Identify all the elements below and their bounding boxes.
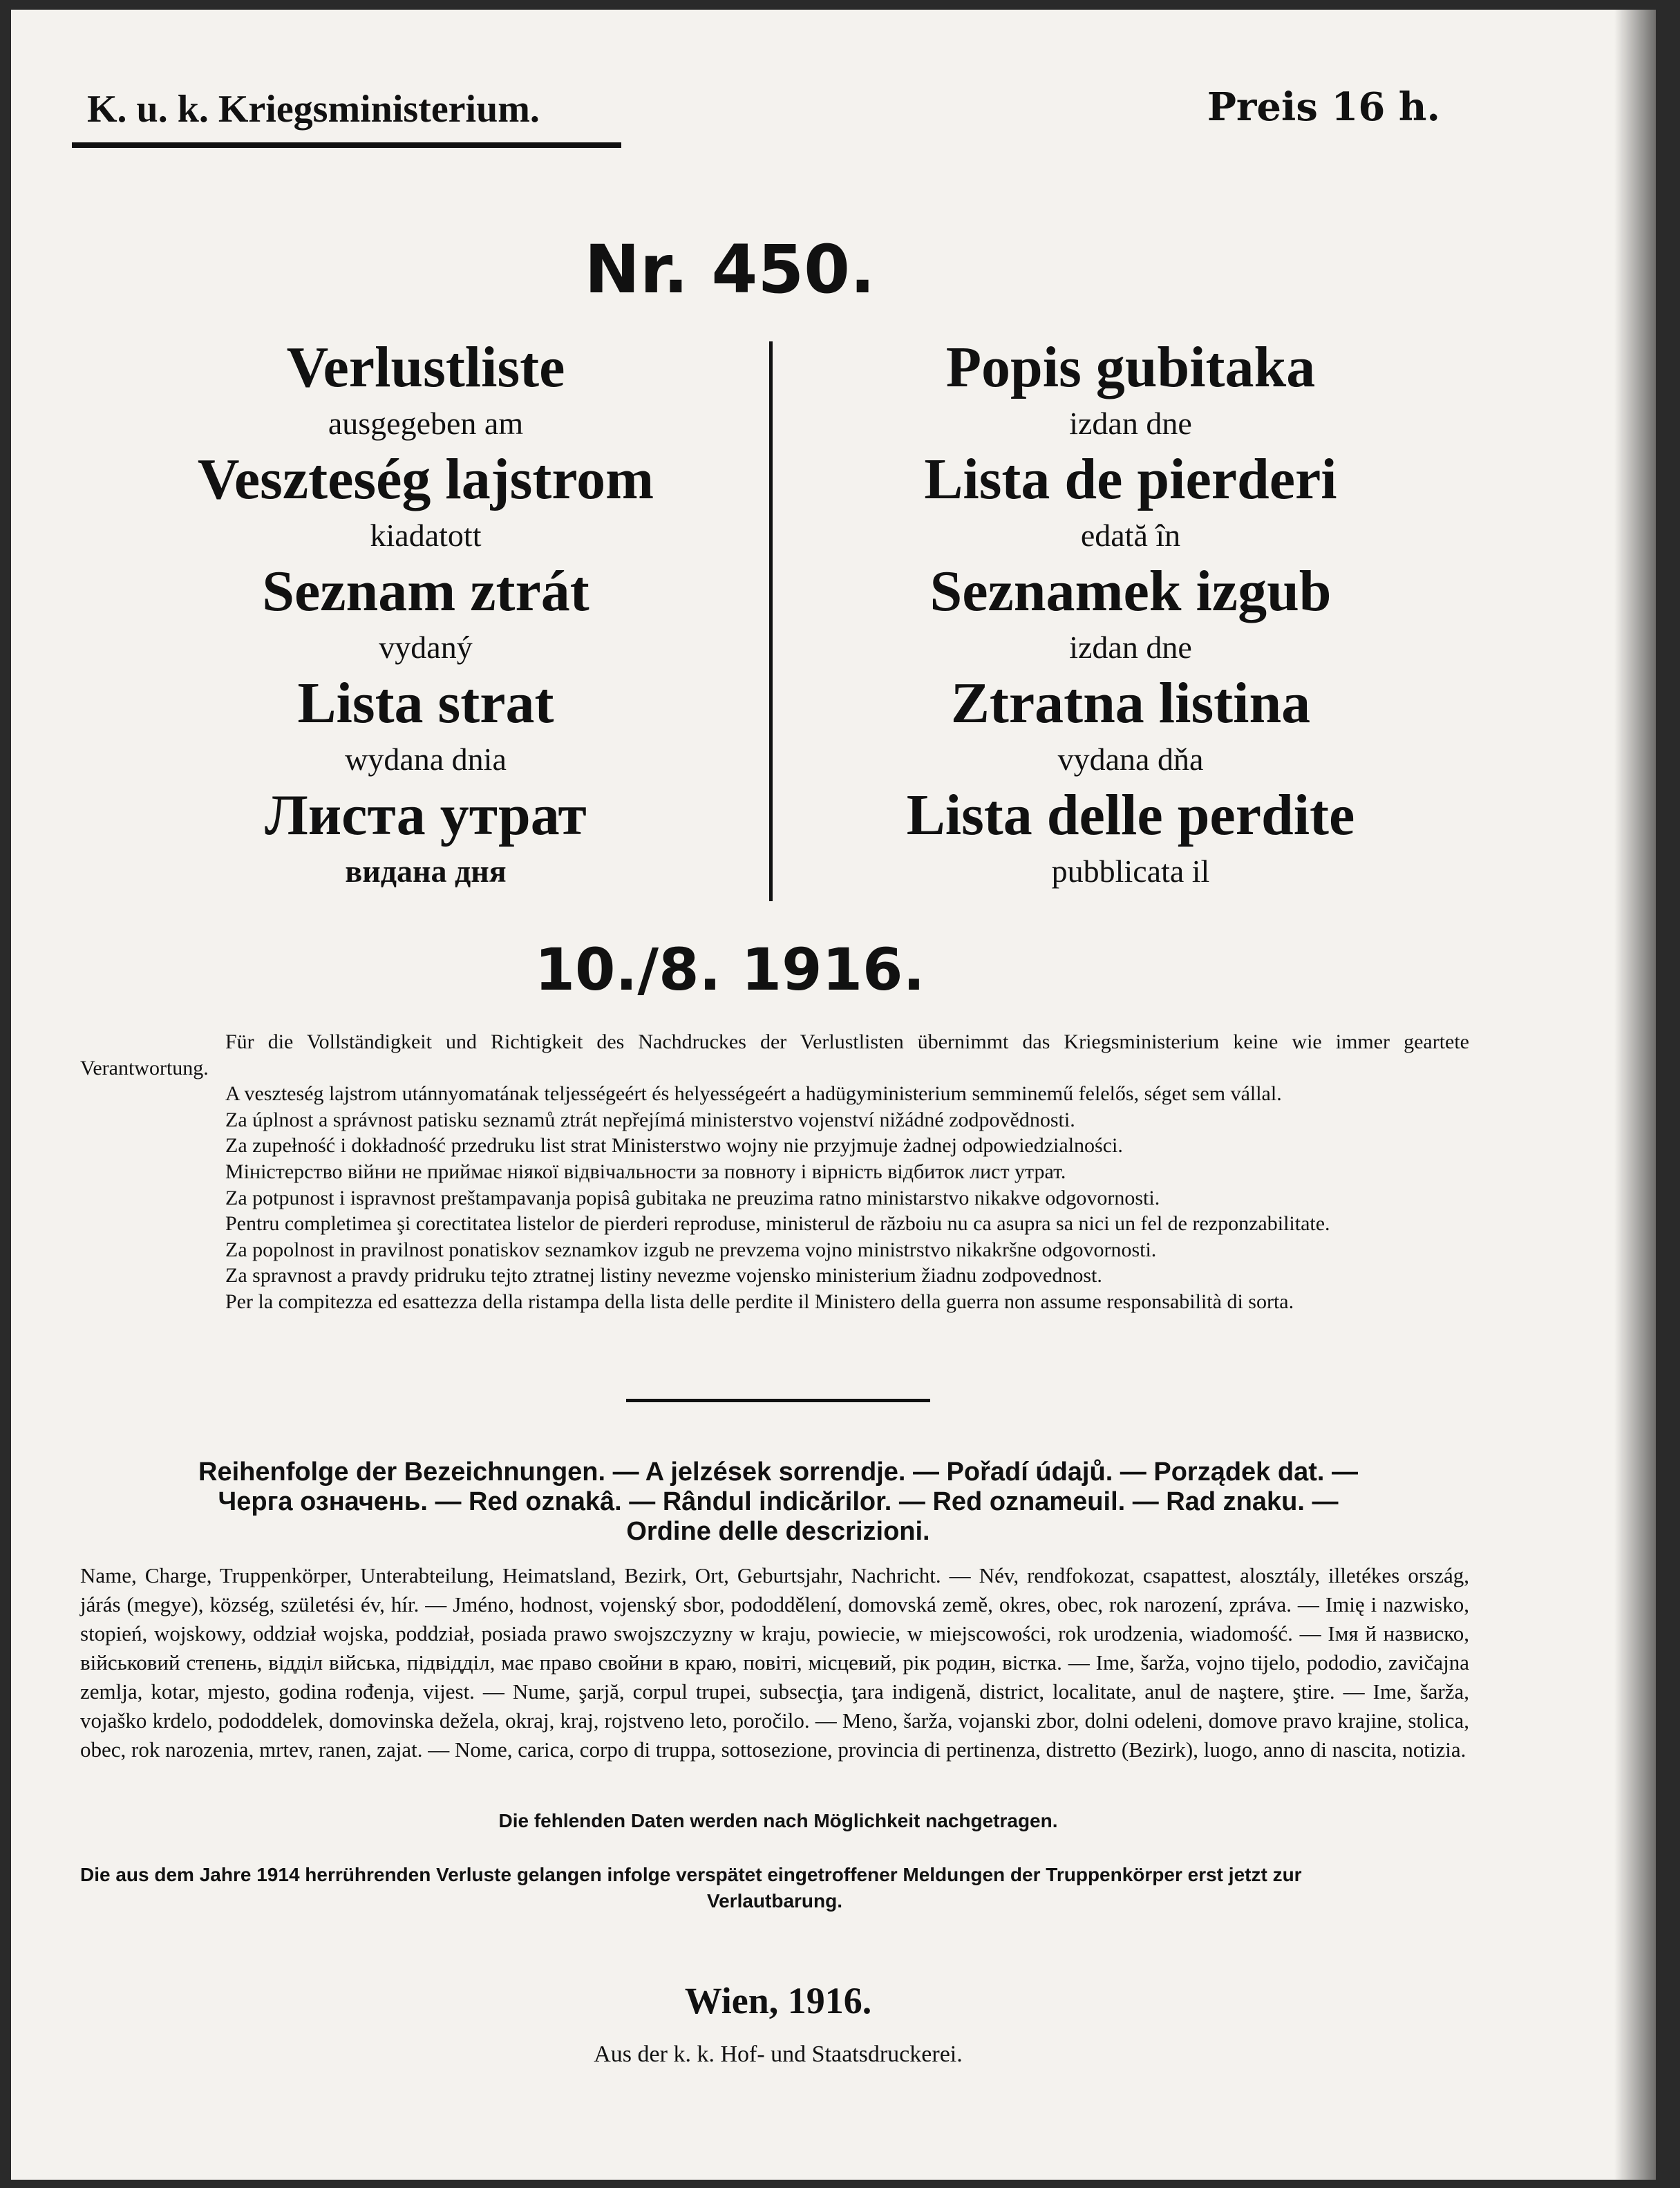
order-heading-line-2: Черга означень. — Red oznakâ. — Rândul indicărilor. — Red oznameuil. — Rad znaku. —: [218, 1487, 1339, 1516]
disclaimer-si: Za popolnost in pravilnost ponatiskov seznamkov izgub ne prevzema vojno ministrstvo nikakršne odgovornosti.: [225, 1238, 1157, 1261]
losses-1914-note-tail: Verlautbarung.: [706, 1890, 843, 1912]
subtitle-sk: vydana dňa: [1057, 742, 1204, 777]
missing-data-note: Die fehlenden Daten werden nach Möglichkeit nachgetragen.: [498, 1810, 1058, 1831]
subtitle-pl: wydana dnia: [345, 742, 507, 777]
imprint-place: Wien, 1916.: [684, 1980, 872, 2021]
issue-number: Nr. 450.: [584, 231, 876, 308]
title-ua: Листа утрат: [265, 783, 587, 847]
disclaimer-ua: Міністерство війни не приймає ніякої відвічальности за повноту і вірність відбиток лист утрат.: [225, 1160, 1066, 1183]
subtitle-hr: izdan dne: [1069, 406, 1192, 441]
title-hr: Popis gubitaka: [945, 335, 1316, 399]
imprint-printer: Aus der k. k. Hof- und Staatsdruckerei.: [594, 2041, 963, 2067]
order-heading-line-3: Ordine delle descrizioni.: [626, 1517, 930, 1546]
titles-left-column: [115, 334, 737, 894]
disclaimer-hu: A veszteség lajstrom utánnyomatának teljességeért és helyességeért a hadügyministerium semminemű felelős, séget sem vállal.: [225, 1082, 1282, 1106]
title-de: Verlustliste: [286, 335, 565, 399]
order-heading: [80, 1458, 1476, 1547]
subtitle-it: pubblicata il: [1051, 853, 1210, 889]
disclaimer-de: Für die Vollständigkeit und Richtigkeit des Nachdruckes der Verlustlisten übernimmt das Kriegsministerium keine wie immer geartete Verantwortung.: [80, 1030, 1469, 1079]
disclaimer-cz: Za úplnost a správnost patisku seznamů ztrát nepřejímá ministerstvo vojenství nižádné zodpovědnosti.: [225, 1108, 1075, 1131]
ministry-header: K. u. k. Kriegsministerium.: [87, 88, 540, 131]
disclaimer-block: [80, 1029, 1469, 1315]
subtitle-cz: vydaný: [379, 630, 473, 665]
subtitle-de: ausgegeben am: [328, 406, 524, 441]
disclaimer-hr: Za potpunost i ispravnost preštampavanja popisâ gubitaka ne preuzima ratno ministarstvo nikakve odgovornosti.: [225, 1186, 1160, 1209]
order-heading-line-1: Reihenfolge der Bezeichnungen. — A jelzések sorrendje. — Pořadí údajů. — Porządek dat. —: [198, 1458, 1358, 1487]
disclaimer-ro: Pentru completimea şi corectitatea listelor de pierderi reproduse, ministerul de războiu nu ca asupra sa nici un fel de rezponzabilitate.: [225, 1212, 1330, 1236]
subtitle-ua: видана дня: [345, 853, 507, 889]
section-rule: [626, 1399, 930, 1402]
title-hu: Veszteség lajstrom: [197, 447, 654, 511]
disclaimer-it: Per la compitezza ed esattezza della ristampa della lista delle perdite il Ministero della guerra non assume responsabilità di sorta.: [225, 1290, 1294, 1313]
document-page: [11, 10, 1656, 2180]
subtitle-hu: kiadatott: [370, 518, 482, 553]
title-sk: Ztratna listina: [950, 671, 1311, 735]
subtitle-ro: edată în: [1080, 518, 1181, 553]
subtitle-si: izdan dne: [1069, 630, 1192, 665]
losses-1914-note-text: Die aus dem Jahre 1914 herrührenden Verluste gelangen infolge verspätet eingetroffener Meldungen der Truppenkörper erst jetzt zur: [80, 1864, 1302, 1885]
description-order-text: Name, Charge, Truppenkörper, Unterabteilung, Heimatsland, Bezirk, Ort, Geburtsjahr, Nachricht. — Név, rendfokozat, csapattest, alosztály, illetékes ország, járás (megye), község, születési év, hír. — Jméno, hodnost, vojenský sbor, pododdělení, domovská země, okres, obec, rok narození, zpráva. — Imię i nazwisko, stopień, wojskowy, oddział wojska, poddział, posiada prawo swojszczyzny w kraju, powiecie, w miejscowości, rok urodzenia, wiadomość. — Імя й назвиско, військовий степень, відділ війська, підвідділ, має право свойни в краю, повіті, місцевий, рік родин, вістка. — Ime, šarža, vojno tijelo, pododio, zavičajna zemlja, kotar, mjesto, godina rođenja, vijest. — Nume, şarjă, corpul trupei, subsecţia, ţara indigenă, district, localitate, anul de naştere, ştire. — Ime, šarža, vojaško krdelo, pododdelek, domovinska dežela, okraj, kraj, rojstveno leto, poročilo. — Meno, šarža, vojanski zbor, dolni odeleni, domove pravo krajine, stolica, obec, rok narozenia, mrtev, ranen, zajat. — Nome, carica, corpo di truppa, sottosezione, provincia di pertinenza, distretto (Bezirk), luogo, anno di nascita, notizia.: [80, 1563, 1469, 1762]
title-cz: Seznam ztrát: [262, 559, 589, 623]
title-ro: Lista de pierderi: [924, 447, 1337, 511]
title-it: Lista delle perdite: [906, 783, 1355, 847]
header-rule: [72, 142, 621, 148]
disclaimer-sk: Za spravnost a pravdy pridruku tejto ztratnej listiny nevezme vojensko ministerium žiadnu zodpovednost.: [225, 1264, 1102, 1288]
title-pl: Lista strat: [297, 671, 554, 735]
title-si: Seznamek izgub: [929, 559, 1332, 623]
price-label: Preis 16 h.: [1207, 84, 1440, 130]
titles-right-column: [820, 334, 1442, 894]
issue-date: 10./8. 1916.: [534, 936, 925, 1003]
disclaimer-pl: Za zupełność i dokładność przedruku list strat Ministerstwo wojny nie przyjmuje żadnej odpowiedzialności.: [225, 1134, 1123, 1158]
column-divider: [769, 341, 773, 901]
losses-1914-note: [80, 1862, 1469, 1914]
